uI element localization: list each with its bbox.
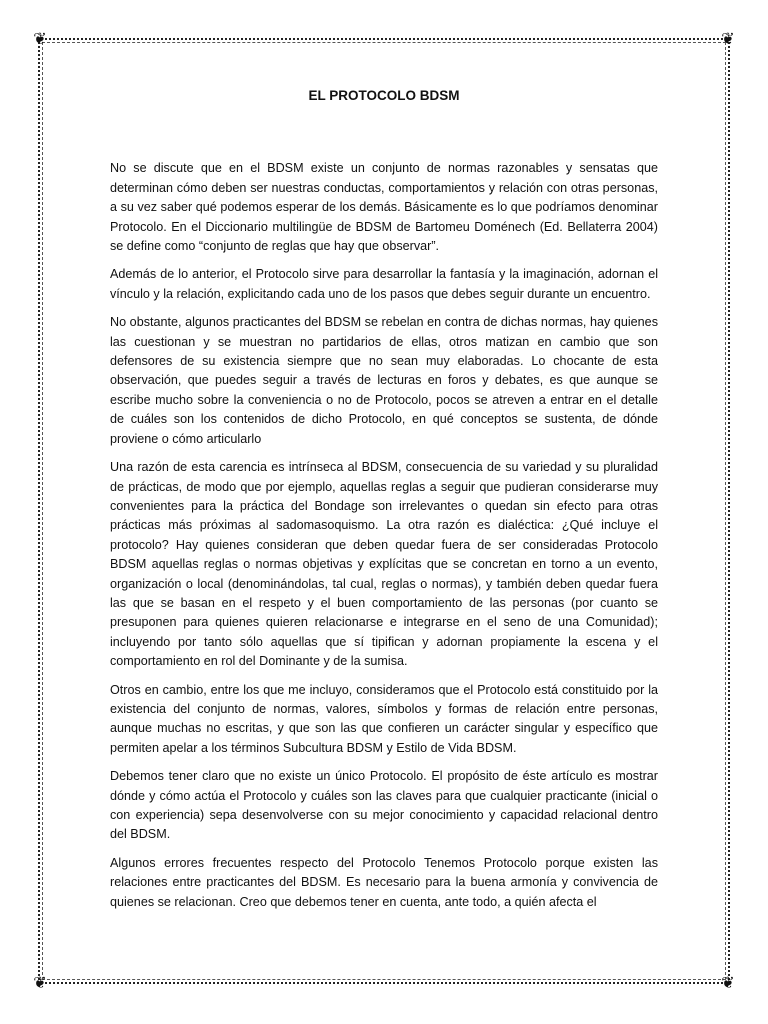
paragraph: No se discute que en el BDSM existe un conjunto de normas razonables y sensatas que determinan cómo deben ser nuestras conductas, comportamientos y relación con otras personas, a su vez saber qué podemos esperar de los demás. Básicamente es lo que podríamos denominar Protocolo. En el Diccionario multilingüe de BDSM de Bartomeu Doménech (Ed. Bellaterra 2004) se define como “conjunto de reglas que hay que observar”. (110, 161, 658, 254)
document-body (110, 86, 658, 921)
corner-ornament-icon: ❦ (33, 31, 47, 48)
paragraph: Una razón de esta carencia es intrínseca al BDSM, consecuencia de su variedad y su pluralidad de prácticas, de modo que por ejemplo, aquellas reglas a seguir que pudieran considerarse muy convenientes para la práctica del Bondage son irrelevantes o quedan sin efecto para otras prácticas más próximas al sadomasoquismo. La otra razón es dialéctica: ¿Qué incluye el protocolo? Hay quienes consideran que deben quedar fuera de ser consideradas Protocolo BDSM aquellas reglas o normas objetivas y explícitas que se concretan en torno a un evento, organización o local (denominándolas, tal cual, reglas o normas), y también deben quedar fuera las que se basan en el respeto y el buen comportamiento de las personas (por cuanto se presuponen para quienes quieren relacionarse e integrarse en el seno de una Comunidad); incluyendo por tanto sólo aquellas que sí tipifican y adornan propiamente la escena y el comportamiento en rol del Dominante y de la sumisa. (110, 460, 658, 669)
corner-ornament-icon: ❦ (721, 975, 735, 992)
paragraph: Algunos errores frecuentes respecto del Protocolo Tenemos Protocolo porque existen las relaciones entre practicantes del BDSM. Es necesario para la buena armonía y convivencia de quienes se relacionan. Creo que debemos tener en cuenta, ante todo, a quién afecta el (110, 855, 658, 909)
paragraph: Otros en cambio, entre los que me incluyo, consideramos que el Protocolo está constituido por la existencia del conjunto de normas, valores, símbolos y formas de relación entre personas, aunque muchas no escritas, y que son las que confieren un carácter singular y específico que permiten apelar a los términos Subcultura BDSM y Estilo de Vida BDSM. (110, 682, 658, 755)
corner-ornament-icon: ❦ (33, 975, 47, 992)
paragraph: Además de lo anterior, el Protocolo sirve para desarrollar la fantasía y la imaginación, adornan el vínculo y la relación, explicitando cada uno de los pasos que debes seguir durante un encuentro. (110, 267, 658, 301)
paragraph: Debemos tener claro que no existe un único Protocolo. El propósito de éste artículo es mostrar dónde y cómo actúa el Protocolo y cuáles son las claves para que cualquier practicante (inicial o con experiencia) sepa desenvolverse con su mejor conocimiento y capacidad relacional dentro del BDSM. (110, 769, 658, 842)
document-title: EL PROTOCOLO BDSM (308, 88, 460, 103)
corner-ornament-icon: ❦ (721, 31, 735, 48)
paragraph: No obstante, algunos practicantes del BDSM se rebelan en contra de dichas normas, hay quienes las cuestionan y se muestran no partidarios de ellas, otros matizan en cambio que son defensores de su existencia siempre que no sean muy elaboradas. Lo chocante de esta observación, que puedes seguir a través de lecturas en foros y debates, es que aunque se escribe mucho sobre la conveniencia o no de Protocolo, pocos se atreven a entrar en el detalle de cuáles son los contenidos de dicho Protocolo, en qué conceptos se sustenta, de dónde proviene o cómo articularlo (110, 315, 658, 446)
